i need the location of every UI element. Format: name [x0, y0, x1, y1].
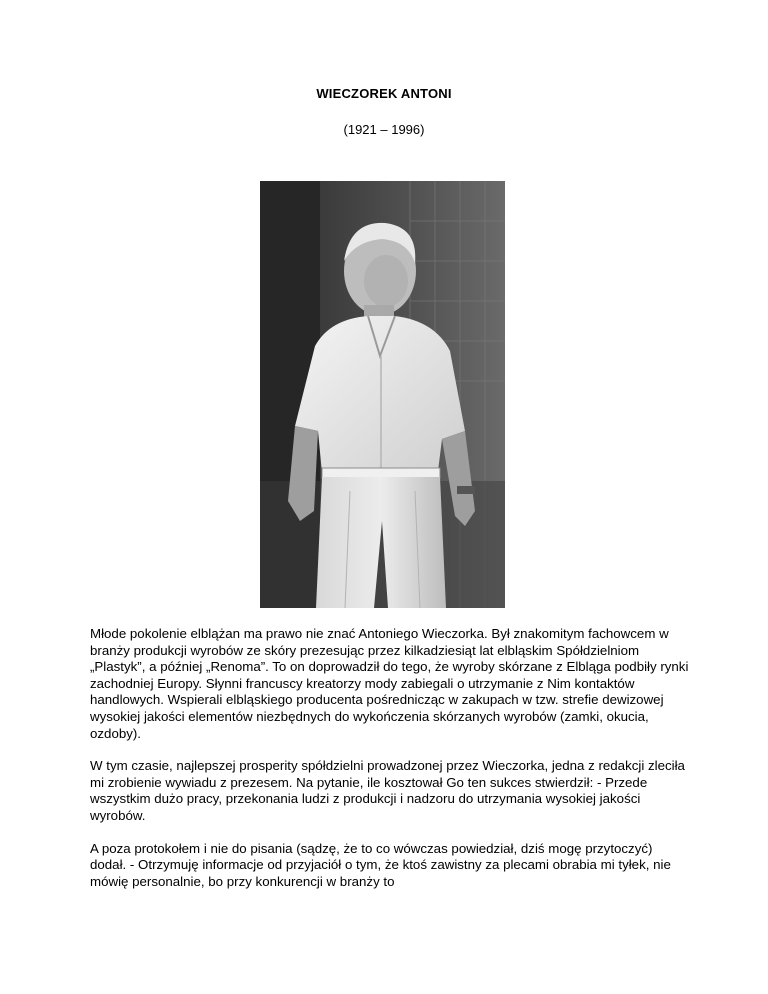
life-years: (1921 – 1996) — [343, 122, 425, 137]
portrait-photo — [260, 181, 505, 608]
paragraph: W tym czasie, najlepszej prosperity spółdzielni prowadzonej przez Wieczorka, jedna z redakcji zleciła mi zrobienie wywiadu z prezesem. Na pytanie, ile kosztował Go ten sukces stwierdził: - Przede wszystkim dużo pracy, przekonania ludzi z produkcji i nadzoru do utrzymania wysokiej jakości wyrobów. — [90, 758, 685, 823]
paragraph: A poza protokołem i nie do pisania (sądzę, że to co wówczas powiedział, dziś mogę przytoczyć) dodał. - Otrzymuję informacje od przyjaciół o tym, że ktoś zawistny za plecami obrabia mi tyłek, nie mówię personalnie, bo przy konkurencji w branży to — [90, 840, 671, 889]
article-body — [90, 626, 690, 906]
document-title: WIECZOREK ANTONI — [316, 86, 452, 101]
paragraph: Młode pokolenie elblążan ma prawo nie znać Antoniego Wieczorka. Był znakomitym fachowcem w branży produkcji wyrobów ze skóry prezesując przez kilkadziesiąt lat elbląskim Spółdzielniom „Plastyk”, a później „Renoma”. To on doprowadził do tego, że wyroby skórzane z Elbląga podbiły rynki zachodniej Europy. Słynni francuscy kreatorzy mody zabiegali o utrzymanie z Nim kontaktów handlowych. Wspierali elbląskiego producenta pośrednicząc w zakupach w tzw. strefie dewizowej wysokiej jakości elementów niezbędnych do wykończenia skórzanych wyrobów (zamki, okucia, ozdoby). — [90, 626, 689, 741]
portrait-photo-icon — [260, 181, 505, 608]
